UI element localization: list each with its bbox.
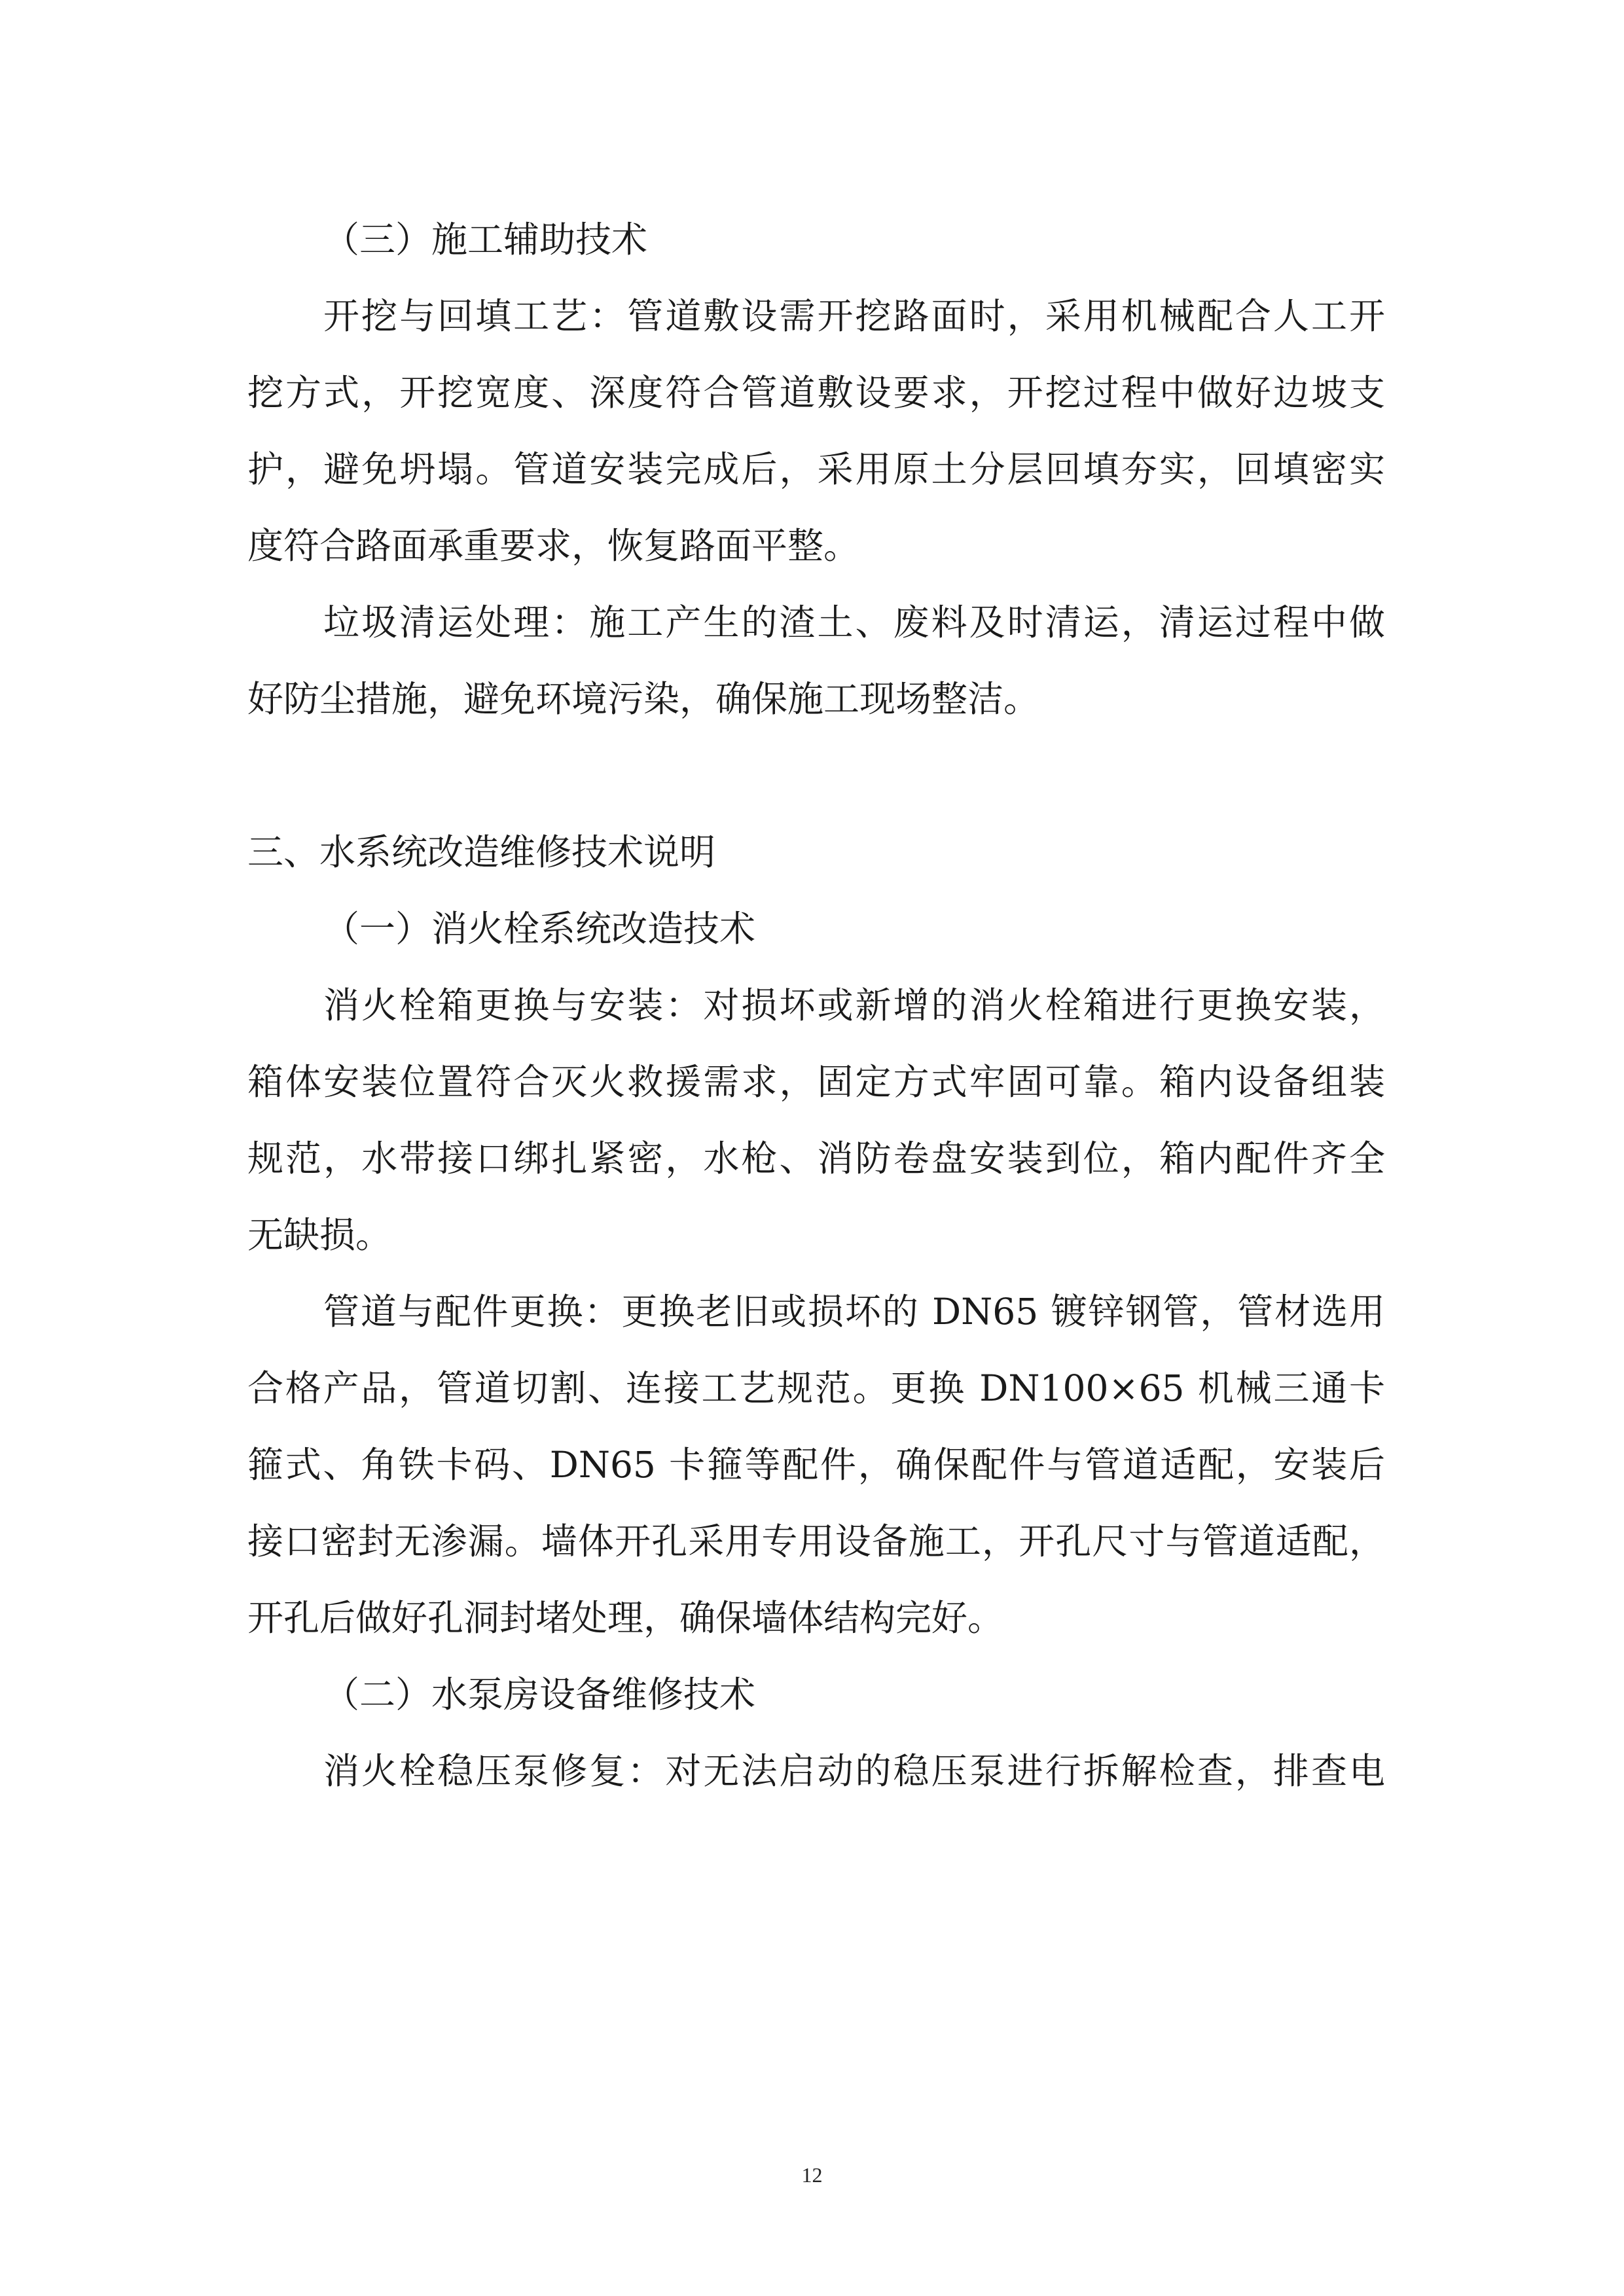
paragraph-waste-removal: [247, 584, 1385, 738]
paragraph-excavation-backfill: [247, 278, 1385, 584]
paragraph-line: 度符合路面承重要求，恢复路面平整。: [247, 525, 860, 567]
paragraph-line: 管道与配件更换：更换老旧或损坏的 DN65 镀锌钢管，管材选用: [323, 1291, 1385, 1333]
page-number: 12: [801, 2163, 823, 2187]
paragraph-line: 合格产品，管道切割、连接工艺规范。更换 DN100×65 机械三通卡: [247, 1367, 1385, 1409]
paragraph-hydrant-cabinet: [247, 967, 1385, 1274]
paragraph-line: 开挖与回填工艺：管道敷设需开挖路面时，采用机械配合人工开: [323, 295, 1385, 337]
paragraph-line: 挖方式，开挖宽度、深度符合管道敷设要求，开挖过程中做好边坡支: [247, 372, 1385, 414]
section-heading-hydrant-system: （一）消火栓系统改造技术: [323, 908, 756, 950]
paragraph-line: 规范，水带接口绑扎紧密，水枪、消防卷盘安装到位，箱内配件齐全: [247, 1138, 1385, 1179]
paragraph-line: 开孔后做好孔洞封堵处理，确保墙体结构完好。: [247, 1597, 1004, 1639]
section-heading-pump-room: （二）水泵房设备维修技术: [323, 1674, 756, 1715]
paragraph-line: 好防尘措施，避免环境污染，确保施工现场整洁。: [247, 678, 1040, 720]
paragraph-line: 箱体安装位置符合灭火救援需求，固定方式牢固可靠。箱内设备组装: [247, 1061, 1385, 1103]
paragraph-line: 箍式、角铁卡码、DN65 卡箍等配件，确保配件与管道适配，安装后: [247, 1444, 1385, 1486]
paragraph-pipe-fittings: [247, 1274, 1385, 1657]
chapter-heading-water-system: 三、水系统改造维修技术说明: [247, 831, 716, 873]
paragraph-line: 护，避免坍塌。管道安装完成后，采用原土分层回填夯实，回填密实: [247, 448, 1385, 490]
body-text: [247, 202, 1385, 1810]
paragraph-pump-repair: [247, 1733, 1385, 1810]
paragraph-line: 消火栓稳压泵修复：对无法启动的稳压泵进行拆解检查，排查电: [323, 1750, 1385, 1792]
paragraph-line: 消火栓箱更换与安装：对损坏或新增的消火栓箱进行更换安装，: [323, 984, 1385, 1026]
paragraph-line: 无缺损。: [247, 1214, 392, 1256]
paragraph-line: 垃圾清运处理：施工产生的渣土、废料及时清运，清运过程中做: [323, 601, 1385, 643]
paragraph-line: 接口密封无渗漏。墙体开孔采用专用设备施工，开孔尺寸与管道适配，: [247, 1520, 1385, 1562]
section-heading-construction-aux: （三）施工辅助技术: [323, 219, 648, 260]
